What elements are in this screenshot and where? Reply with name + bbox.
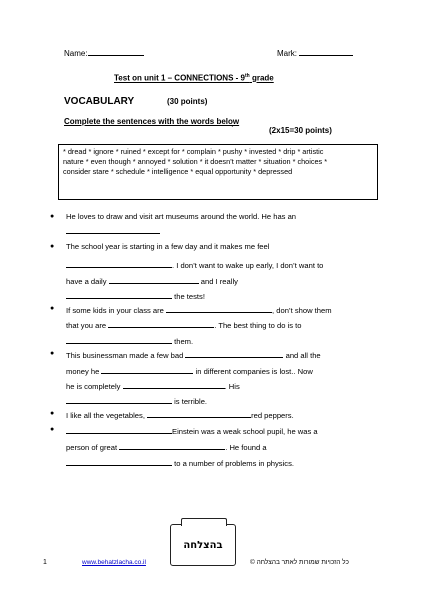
section-points: (30 points) [167,97,208,106]
bullet-icon: ● [50,305,55,312]
q3-blank-1[interactable] [166,304,272,313]
copyright-text: כל הזכויות שמורות לאתר בהצלחה © [250,559,349,566]
q6-blank-1[interactable] [66,425,172,434]
q5-line-1: I like all the vegetables, red peppers. [66,411,294,420]
website-link[interactable]: www.behatzlacha.co.il [82,559,146,566]
q2-line-1: The school year is starting in a few day and it makes me feel [66,242,270,251]
bullet-icon: ● [50,213,55,220]
q1-line-2 [66,225,160,237]
q6-blank-3[interactable] [66,457,172,466]
q6-blank-2[interactable] [119,441,225,450]
tick-mark: ` [231,125,234,134]
word-bank-line-3: consider stare * schedule * intelligence * equal opportunity * depressed [63,167,293,176]
behatzlacha-logo [170,524,236,566]
mark-blank[interactable] [299,47,353,56]
bullet-icon: ● [50,243,55,250]
word-bank-line-1: * dread * ignore * ruined * except for * complain * pushy * invested * drip * artistic [63,147,324,156]
mark-label [277,47,353,59]
bullet-icon: ● [50,350,55,357]
q6-line-3: to a number of problems in physics. [66,457,294,469]
q1-line-1: He loves to draw and visit art museums around the world. He has an [66,212,297,221]
q5-blank-1[interactable] [147,409,251,418]
scoring-text: (2x15=30 points) [269,126,332,135]
word-bank-line-2: nature * even though * annoyed * solution * it doesn’t matter * situation * choices * [63,157,328,166]
bullet-icon: ● [50,426,55,433]
q4-blank-3[interactable] [123,380,225,389]
q2-line-3: have a daily and I really [66,277,238,286]
page-title: Test on unit 1 – CONNECTIONS - 9th grade [114,73,274,83]
q1-blank[interactable] [66,225,160,234]
q2-line-4: the tests! [66,290,205,302]
q4-line-4: is terrible. [66,395,207,407]
q3-blank-2[interactable] [108,319,214,328]
q4-line-3: he is completely . His [66,382,240,391]
q4-blank-4[interactable] [66,395,172,404]
q3-line-2: that you are . The best thing to do is to [66,321,302,330]
name-label-text: Name: [64,49,88,58]
q4-line-1: This businessman made a few bad and all the [66,351,321,360]
q2-blank-2[interactable] [109,275,199,284]
q3-line-1: If some kids in your class are , don’t show them [66,306,332,315]
q6-line-2: person of great . He found a [66,443,267,452]
q2-line-2: . I don’t want to wake up early, I don’t want to [66,259,323,271]
vocabulary-heading: VOCABULARY [64,96,135,107]
q3-line-3: them. [66,335,193,347]
q6-line-1: Einstein was a weak school pupil, he was a [66,425,318,437]
q4-blank-2[interactable] [101,365,193,374]
section-heading [64,96,134,107]
bullet-icon: ● [50,410,55,417]
q4-blank-1[interactable] [185,349,283,358]
word-bank-box [58,144,378,200]
q2-blank-1[interactable] [66,259,172,268]
name-blank[interactable] [88,47,144,56]
page-number: 1 [43,559,47,566]
instruction-text: Complete the sentences with the words below [64,117,240,126]
q2-blank-3[interactable] [66,290,172,299]
q4-line-2: money he in different companies is lost.. Now [66,367,313,376]
name-label [64,47,144,59]
logo-cap-shape [181,518,227,526]
logo-text: בהצלחה [183,539,223,551]
q3-blank-3[interactable] [66,335,172,344]
mark-label-text: Mark: [277,49,297,58]
